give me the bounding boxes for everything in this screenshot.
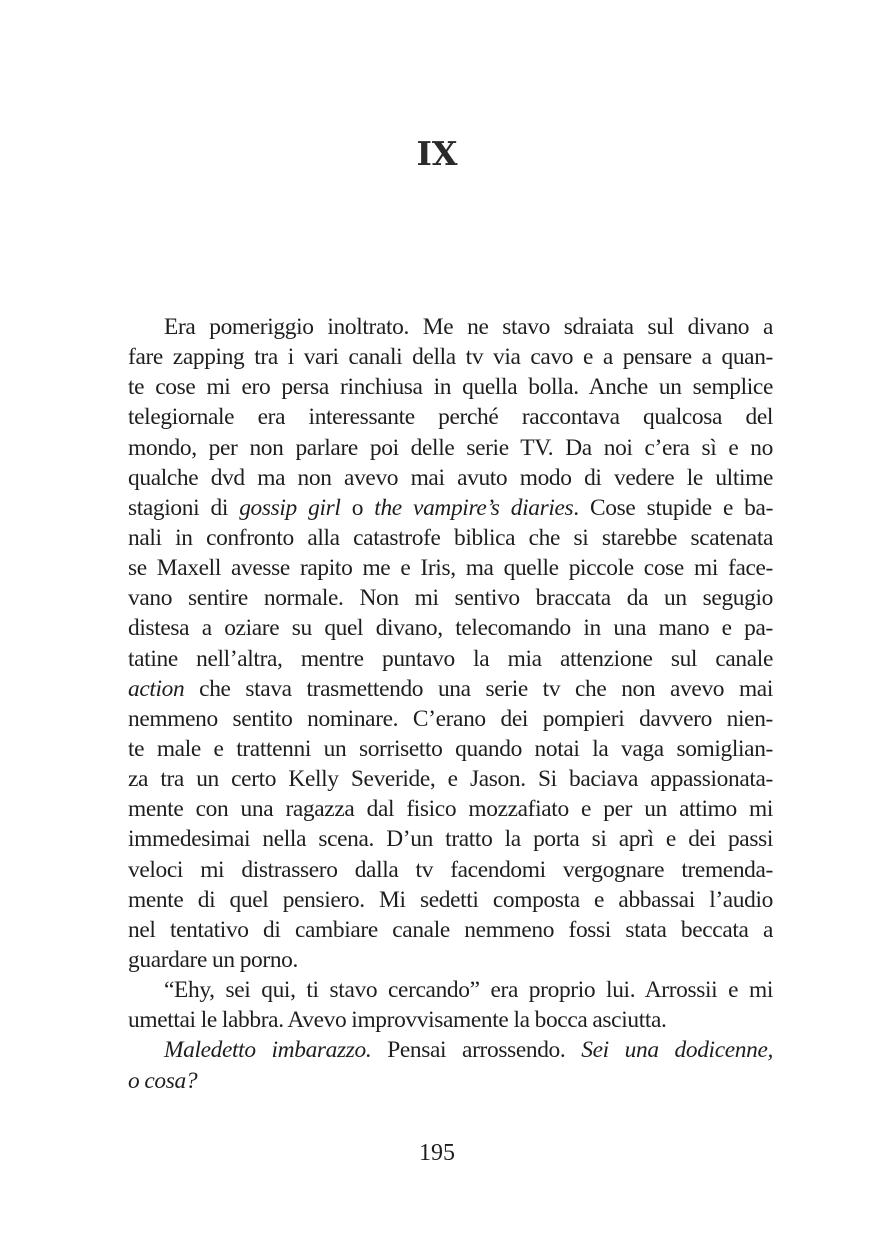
paragraph	[128, 312, 773, 975]
text-line	[128, 553, 773, 583]
text-line	[128, 312, 773, 342]
text-line	[128, 583, 773, 613]
text-segment: umettai le labbra. Avevo improvvisamente la bocca asciutta.	[128, 1007, 667, 1034]
text-segment: nali in confronto alla catastrofe biblica che si starebbe scatenata	[128, 524, 773, 551]
text-segment: veloci mi distrassero dalla tv facendomi vergognare tremenda-	[128, 856, 773, 883]
text-segment: mente di quel pensiero. Mi sedetti composta e abbassai l’audio	[128, 886, 773, 913]
italic-text: Sei una dodicenne,	[581, 1037, 773, 1064]
text-line	[128, 372, 773, 402]
text-segment: immedesimai nella scena. D’un tratto la porta si aprì e dei passi	[128, 826, 773, 853]
text-line	[128, 1035, 773, 1065]
text-line	[128, 523, 773, 553]
text-segment: . Cose stupide e ba-	[573, 494, 774, 521]
italic-text: action	[128, 675, 185, 702]
text-segment: distesa a oziare su quel divano, telecomando in una mano e pa-	[128, 615, 773, 642]
chapter-heading: IX	[416, 134, 458, 173]
text-segment: Era pomeriggio inoltrato. Me ne stavo sdraiata sul divano a	[164, 314, 773, 340]
text-segment: telegiornale era interessante perché raccontava qualcosa del	[128, 404, 773, 431]
text-segment: che stava trasmettendo una serie tv che non avevo mai	[184, 675, 773, 702]
text-segment: nemmeno sentito nominare. C’erano dei pompieri davvero nien-	[128, 705, 773, 732]
text-line	[128, 734, 773, 764]
text-line	[128, 945, 773, 975]
text-segment: vano sentire normale. Non mi sentivo braccata da un segugio	[128, 585, 773, 612]
text-segment: Pensai arrossendo.	[371, 1037, 582, 1064]
text-segment: te male e trattenni un sorrisetto quando notai la vaga somiglian-	[128, 735, 773, 762]
text-line	[128, 1066, 773, 1096]
text-segment: mente con una ragazza dal fisico mozzafiato e per un attimo mi	[128, 796, 773, 823]
text-segment: “Ehy, sei qui, ti stavo cercando” era proprio lui. Arrossii e mi	[164, 977, 773, 1004]
text-segment: za tra un certo Kelly Severide, e Jason. Si baciava appassionata-	[128, 766, 773, 793]
text-segment: te cose mi ero persa rinchiusa in quella bolla. Anche un semplice	[128, 374, 773, 401]
text-line	[128, 764, 773, 794]
text-line	[128, 402, 773, 432]
text-segment: fare zapping tra i vari canali della tv via cavo e a pensare a quan-	[128, 344, 773, 371]
body-text	[128, 312, 773, 1096]
text-line	[128, 704, 773, 734]
paragraph	[128, 975, 773, 1035]
text-segment: stagioni di	[128, 494, 240, 521]
text-line	[128, 885, 773, 915]
text-line	[128, 1005, 773, 1035]
text-line	[128, 613, 773, 643]
text-segment: nel tentativo di cambiare canale nemmeno fossi stata beccata a	[128, 916, 773, 943]
text-line	[128, 794, 773, 824]
text-segment: se Maxell avesse rapito me e Iris, ma quelle piccole cose mi face-	[128, 555, 773, 582]
text-segment: guardare un porno.	[128, 946, 299, 973]
text-line	[128, 975, 773, 1005]
text-line	[128, 824, 773, 854]
text-line	[128, 433, 773, 463]
page-number: 195	[419, 1140, 455, 1166]
text-line	[128, 463, 773, 493]
italic-text: o cosa?	[128, 1067, 198, 1094]
text-segment: o	[340, 494, 375, 521]
text-line	[128, 855, 773, 885]
text-segment: qualche dvd ma non avevo mai avuto modo di vedere le ultime	[128, 464, 773, 491]
italic-text: gossip girl	[239, 494, 341, 521]
italic-text: the vampire’s diaries	[374, 494, 574, 521]
text-line	[128, 674, 773, 704]
text-line	[128, 915, 773, 945]
text-line	[128, 493, 773, 523]
text-line	[128, 644, 773, 674]
text-segment: mondo, per non parlare poi delle serie TV. Da noi c’era sì e no	[128, 434, 773, 461]
text-segment: tatine nell’altra, mentre puntavo la mia attenzione sul canale	[128, 645, 773, 672]
text-line	[128, 342, 773, 372]
paragraph	[128, 1035, 773, 1095]
italic-text: Maledetto imbarazzo.	[164, 1037, 372, 1064]
